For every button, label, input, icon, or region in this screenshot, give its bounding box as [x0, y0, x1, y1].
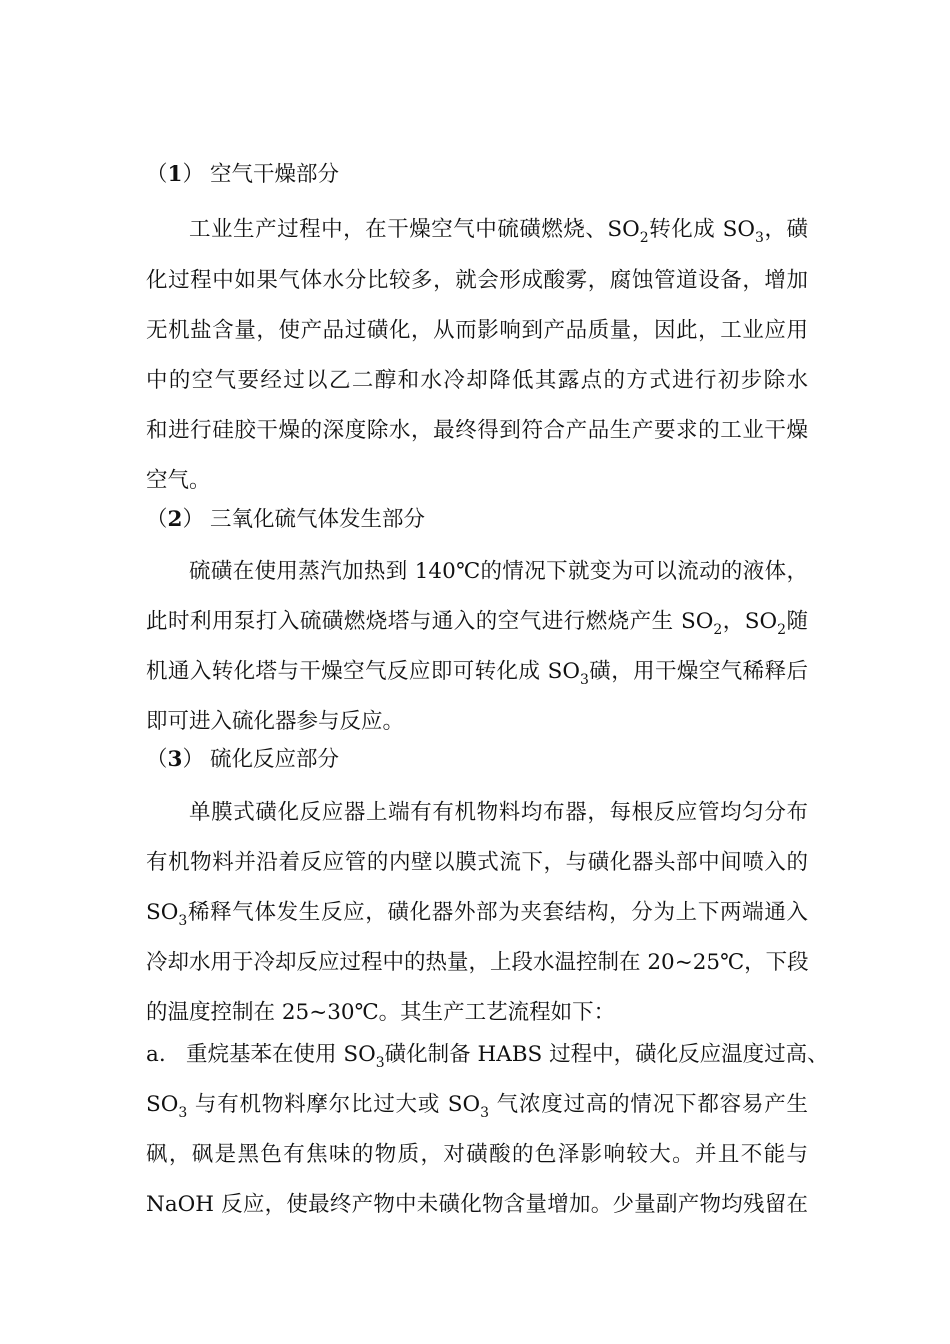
paragraph-line: 有机物料并沿着反应管的内壁以膜式流下，与磺化器头部中间喷入的 — [146, 850, 808, 875]
paragraph-line: NaOH 反应，使最终产物中未磺化物含量增加。少量副产物均残留在 — [146, 1192, 808, 1217]
paragraph-line: $SO_3$ 与有机物料摩尔比过大或 $SO_3$ 气浓度过高的情况下都容易产生 — [146, 1092, 808, 1121]
paragraph-line: 化过程中如果气体水分比较多，就会形成酸雾，腐蚀管道设备，增加 — [146, 268, 808, 293]
paragraph-line: 硫磺在使用蒸汽加热到 140℃的情况下就变为可以流动的液体， — [189, 559, 808, 584]
section-heading-2 — [146, 505, 808, 535]
heading-number: （1） — [146, 162, 204, 187]
paragraph-line: 机通入转化塔与干燥空气反应即可转化成 $SO_3$磺，用干燥空气稀释后 — [146, 659, 808, 688]
paragraph-line: 此时利用泵打入硫磺燃烧塔与通入的空气进行燃烧产生 $SO_2$，$SO_2$随 — [146, 609, 808, 638]
paragraph-line: 的温度控制在 25~30℃。其生产工艺流程如下： — [146, 1000, 616, 1025]
paragraph-line: 中的空气要经过以乙二醇和水冷却降低其露点的方式进行初步除水 — [146, 368, 808, 393]
paragraph-line: $SO_3$稀释气体发生反应，磺化器外部为夹套结构，分为上下两端通入 — [146, 900, 808, 929]
paragraph-line: 单膜式磺化反应器上端有有机物料均布器，每根反应管均匀分布 — [189, 800, 808, 825]
paragraph-line: 无机盐含量，使产品过磺化，从而影响到产品质量，因此，工业应用 — [146, 318, 808, 343]
list-label: a. — [146, 1042, 166, 1067]
heading-title: 三氧化硫气体发生部分 — [210, 507, 426, 532]
list-item-a: a. 重烷基苯在使用 $SO_3$磺化制备 HABS 过程中，磺化反应温度过高、 — [146, 1042, 829, 1071]
paragraph-line: 冷却水用于冷却反应过程中的热量，上段水温控制在 20~25℃，下段 — [146, 950, 809, 975]
paragraph-line: 空气。 — [146, 468, 211, 493]
paragraph-line: 即可进入硫化器参与反应。 — [146, 709, 405, 734]
section-heading-1 — [146, 160, 808, 190]
heading-title: 空气干燥部分 — [210, 162, 340, 187]
section-heading-3 — [146, 745, 808, 775]
heading-number: （2） — [146, 507, 204, 532]
heading-number: （3） — [146, 747, 204, 772]
heading-title: 硫化反应部分 — [210, 747, 340, 772]
paragraph-line: 和进行硅胶干燥的深度除水，最终得到符合产品生产要求的工业干燥 — [146, 418, 808, 443]
paragraph-line: 砜，砜是黑色有焦味的物质，对磺酸的色泽影响较大。并且不能与 — [146, 1142, 808, 1167]
paragraph-line: 工业生产过程中，在干燥空气中硫磺燃烧、$SO_2$转化成 $SO_3$，磺 — [189, 217, 808, 246]
